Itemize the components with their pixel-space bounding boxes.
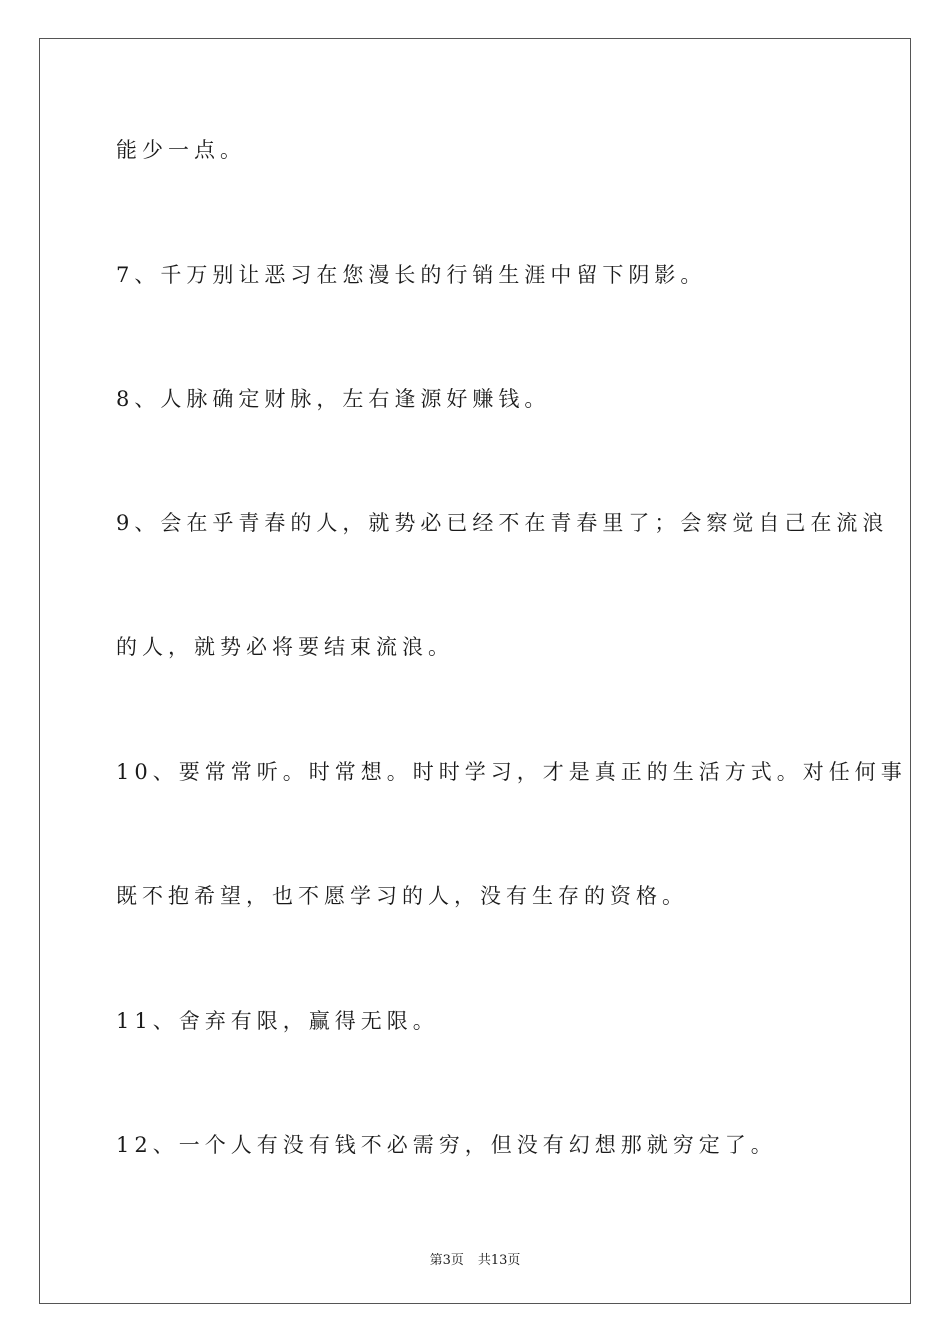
text-line: 8、人脉确定财脉，左右逢源好赚钱。 <box>116 387 551 411</box>
text-line: 既不抱希望，也不愿学习的人，没有生存的资格。 <box>116 884 688 908</box>
text-line: 的人，就势必将要结束流浪。 <box>116 635 454 659</box>
page-number-current: 第3页 <box>429 1253 464 1268</box>
text-line: 10、要常常听。时常想。时时学习，才是真正的生活方式。对任何事 <box>116 760 907 784</box>
page-frame <box>39 38 911 1304</box>
text-line: 11、舍弃有限，赢得无限。 <box>116 1009 439 1033</box>
page-number-total: 共13页 <box>477 1253 521 1268</box>
text-line: 9、会在乎青春的人，就势必已经不在青春里了；会察觉自己在流浪 <box>116 511 889 535</box>
page-footer <box>0 1249 950 1268</box>
text-line: 12、一个人有没有钱不必需穷，但没有幻想那就穷定了。 <box>116 1133 777 1157</box>
text-line: 7、千万别让恶习在您漫长的行销生涯中留下阴影。 <box>116 263 707 287</box>
text-line: 能少一点。 <box>116 138 246 162</box>
